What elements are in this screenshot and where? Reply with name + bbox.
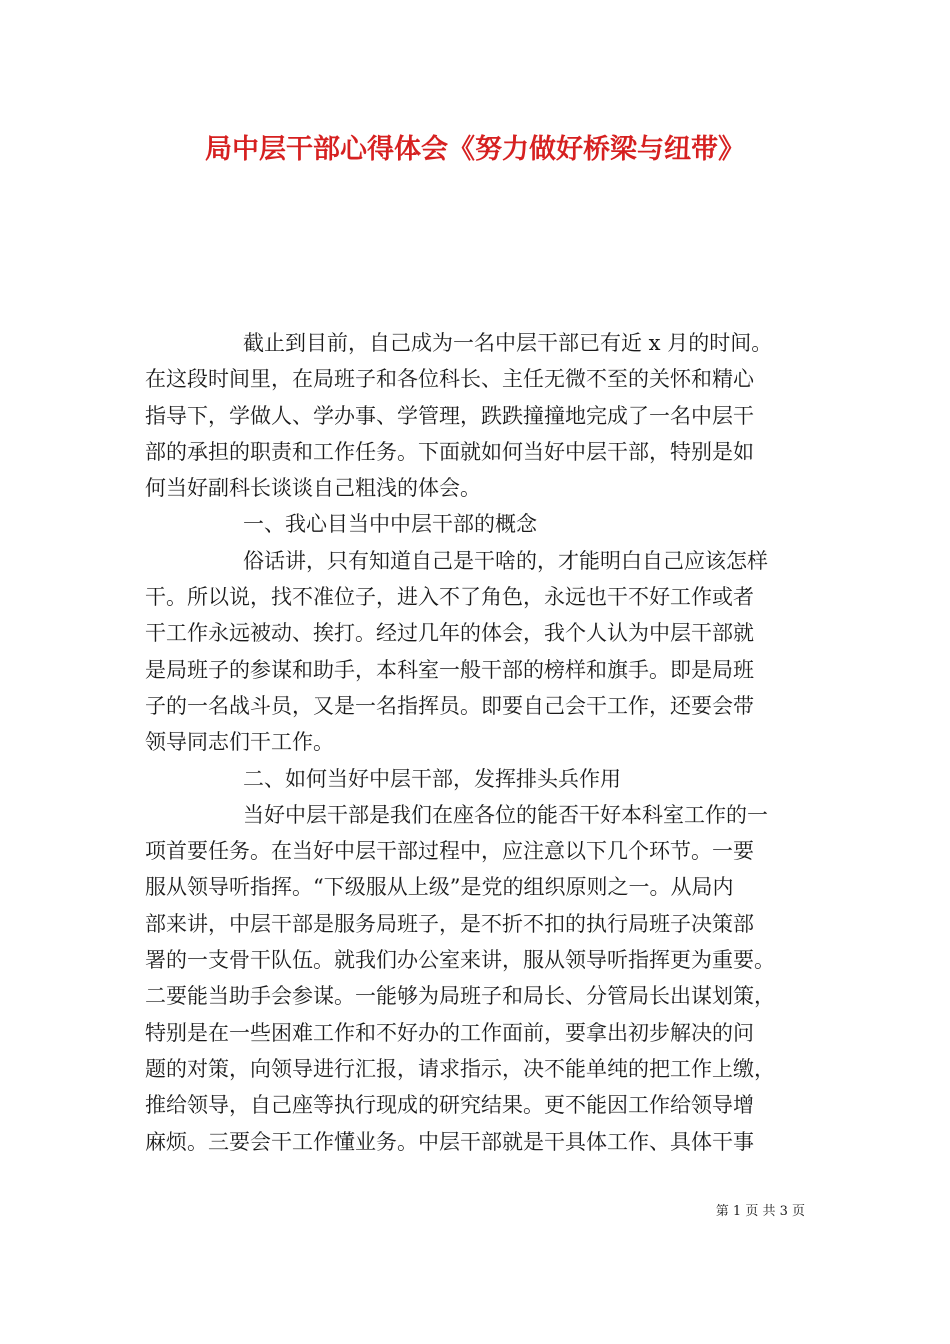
- paragraph-line: 俗话讲，只有知道自己是干啥的，才能明白自己应该怎样: [243, 548, 768, 573]
- paragraph-line: 领导同志们干工作。: [145, 730, 334, 755]
- paragraph-line: 何当好副科长谈谈自己粗浅的体会。: [145, 476, 481, 501]
- paragraph-line: 二要能当助手会参谋。一能够为局班子和局长、分管局长出谋划策，: [145, 984, 775, 1009]
- paragraph-line: 题的对策，向领导进行汇报，请求指示，决不能单纯的把工作上缴，: [145, 1056, 775, 1081]
- paragraph-line: 署的一支骨干队伍。就我们办公室来讲，服从领导听指挥更为重要。: [145, 948, 775, 973]
- paragraph-line: 干。所以说，找不准位子，进入不了角色，永远也干不好工作或者: [145, 585, 754, 610]
- document-body: [145, 325, 805, 1160]
- paragraph-line: 项首要任务。在当好中层干部过程中，应注意以下几个环节。一要: [145, 839, 754, 864]
- paragraph-line: 麻烦。三要会干工作懂业务。中层干部就是干具体工作、具体干事: [145, 1129, 754, 1154]
- document-title: 局中层干部心得体会《努力做好桥梁与纽带》: [205, 134, 745, 165]
- paragraph-line: 截止到目前，自己成为一名中层干部已有近 x 月的时间。: [243, 331, 773, 355]
- paragraph-line: 推给领导，自己座等执行现成的研究结果。更不能因工作给领导增: [145, 1093, 754, 1118]
- page-number: 第 1 页 共 3 页: [715, 1204, 805, 1219]
- section-heading: 一、我心目当中中层干部的概念: [243, 512, 537, 537]
- paragraph-line: 子的一名战斗员，又是一名指挥员。即要自己会干工作，还要会带: [145, 693, 754, 718]
- paragraph-line: 特别是在一些困难工作和不好办的工作面前，要拿出初步解决的问: [145, 1020, 754, 1045]
- paragraph-line: 部来讲，中层干部是服务局班子，是不折不扣的执行局班子决策部: [145, 911, 754, 936]
- paragraph-line: 指导下，学做人、学办事、学管理，跌跌撞撞地完成了一名中层干: [145, 403, 754, 428]
- paragraph-line: 当好中层干部是我们在座各位的能否干好本科室工作的一: [243, 802, 768, 827]
- paragraph-line: 干工作永远被动、挨打。经过几年的体会，我个人认为中层干部就: [145, 621, 754, 646]
- paragraph-line: 部的承担的职责和工作任务。下面就如何当好中层干部，特别是如: [145, 439, 754, 464]
- paragraph-line: 是局班子的参谋和助手，本科室一般干部的榜样和旗手。即是局班: [145, 657, 754, 682]
- paragraph-line: 在这段时间里，在局班子和各位科长、主任无微不至的关怀和精心: [145, 367, 754, 392]
- paragraph-line: 服从领导听指挥。“下级服从上级”是党的组织原则之一。从局内: [145, 875, 734, 900]
- section-heading: 二、如何当好中层干部，发挥排头兵作用: [243, 766, 621, 791]
